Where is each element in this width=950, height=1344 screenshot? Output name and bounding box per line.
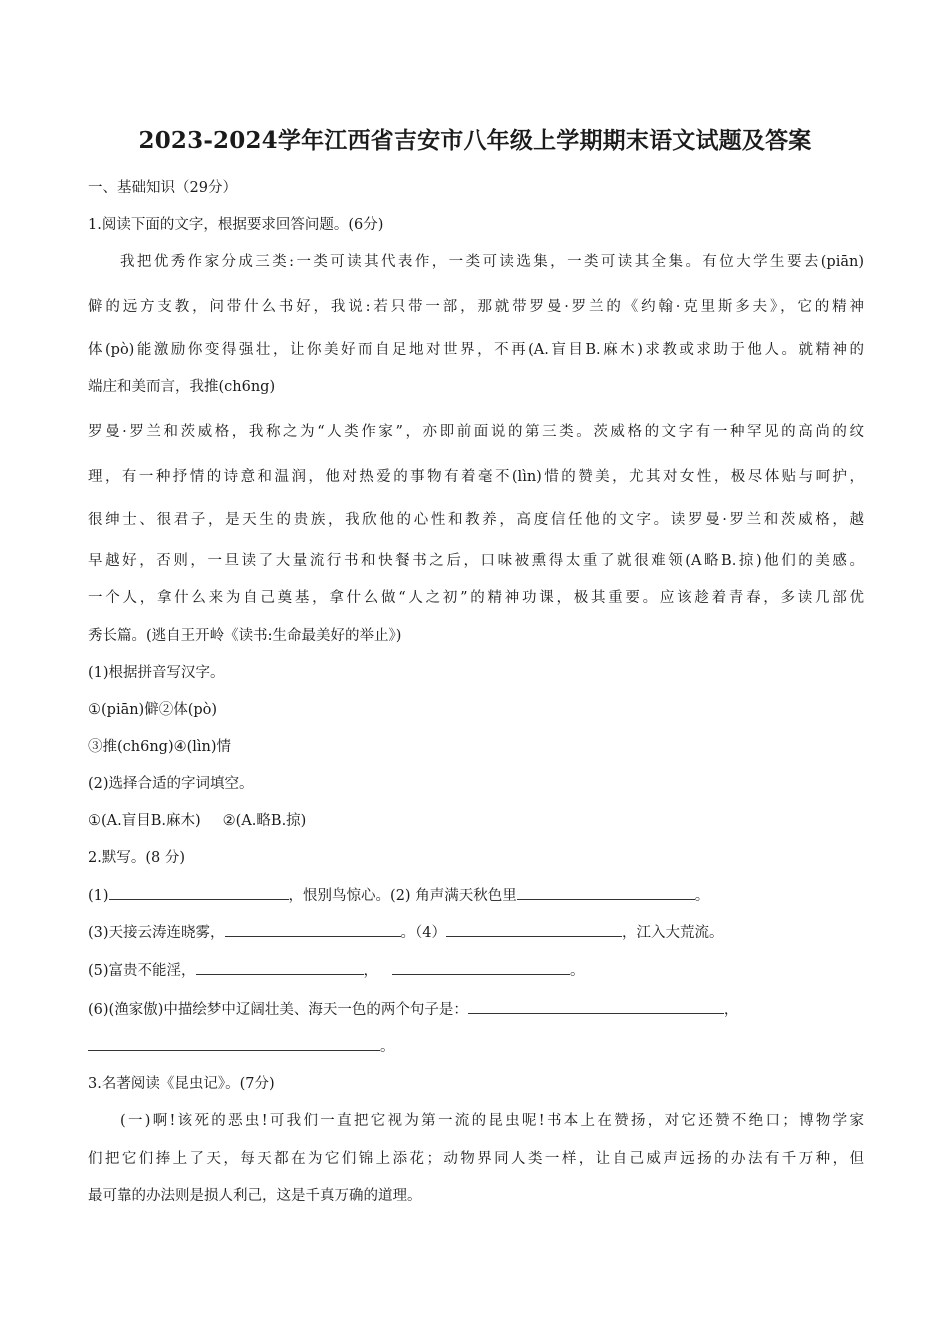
dictation-line (88, 1035, 864, 1056)
dictation-text: 。 (570, 963, 585, 979)
section-heading-basics: 一、基础知识（29分） (88, 180, 237, 196)
question-2-header: 2.默写。(8 分) (88, 850, 185, 866)
passage-source: 秀长篇。(逃自王开岭《读书:生命最美好的举止》) (88, 628, 402, 644)
dictation-text: (6)(渔家傲)中描绘梦中辽阔壮美、海天一色的两个句子是： (88, 1002, 468, 1018)
passage-line: 我把优秀作家分成三类:一类可读其代表作，一类可读选集，一类可读其全集。有位大学生要去(piān) (120, 254, 864, 270)
passage-line: 最可靠的办法则是损人利己，这是千真万确的道理。 (88, 1188, 422, 1204)
passage-line: 端庄和美而言，我推(ch6ng) (88, 379, 276, 395)
dictation-text: ，江入大荒流。 (622, 925, 724, 941)
answer-blank[interactable] (225, 922, 401, 937)
answer-blank[interactable] (517, 885, 695, 900)
dictation-text: (5)富贵不能淫， (88, 963, 196, 979)
dictation-text: 。 (694, 888, 710, 904)
sub-question-2-items (88, 809, 864, 830)
dictation-label: (1) (88, 888, 109, 904)
answer-blank[interactable] (392, 960, 570, 975)
dictation-text: ， (723, 1002, 739, 1018)
dictation-text: ， (363, 963, 379, 979)
document-title: 2023-2024学年江西省吉安市八年级上学期期末语文试题及答案 (138, 127, 812, 154)
question-3-header: 3.名著阅读《昆虫记》。(7分) (88, 1076, 275, 1092)
choice-item: ②(A.略B.掠) (222, 813, 307, 829)
sub-question-1: (1)根据拼音写汉字。 (88, 665, 225, 681)
answer-blank[interactable] (468, 999, 724, 1014)
choice-item: ①(A.盲目B.麻木) (88, 813, 201, 829)
dictation-text: ，恨别鸟惊心。(2) 角声满天秋色里 (288, 888, 517, 904)
sub-question-2: (2)选择合适的字词填空。 (88, 776, 254, 792)
dictation-line (88, 959, 864, 980)
dictation-text: (3)天接云涛连晓雾， (88, 925, 225, 941)
dictation-line (88, 998, 864, 1019)
answer-blank[interactable] (196, 960, 364, 975)
dictation-text: 。 (380, 1039, 395, 1055)
dictation-line (88, 884, 864, 905)
sub-question-1-items-a: ①(piān)僻②体(pò) (88, 702, 218, 718)
sub-question-1-items-b: ③推(ch6ng)④(lìn)情 (88, 739, 232, 755)
passage-line: (一)啊!该死的恶虫!可我们一直把它视为第一流的昆虫呢!书本上在赞扬，对它还赞不绝口；博物学家 (120, 1113, 864, 1129)
answer-blank[interactable] (446, 922, 622, 937)
answer-blank[interactable] (109, 885, 289, 900)
passage-line: 僻的远方支教，问带什么书好，我说:若只带一部，那就带罗曼·罗兰的《约翰·克里斯多夫》，它的精神 (88, 299, 864, 315)
dictation-text: 。（4） (400, 925, 447, 941)
answer-blank[interactable] (88, 1036, 380, 1051)
question-1-header: 1.阅读下面的文字，根据要求回答问题。(6分) (88, 217, 384, 233)
passage-line: 一个人，拿什么来为自己奠基，拿什么做“人之初”的精神功课，极其重要。应该趁着青春，多读几部优 (88, 590, 864, 606)
passage-line: 早越好，否则，一旦读了大量流行书和快餐书之后，口味被熏得太重了就很难领(A略B.掠)他们的美感。 (88, 553, 864, 569)
passage-line: 理，有一种抒情的诗意和温润，他对热爱的事物有着毫不(lìn)惜的赞美，尤其对女性，极尽体贴与呵护， (88, 469, 864, 485)
dictation-line (88, 921, 864, 942)
passage-line: 们把它们捧上了天，每天都在为它们锦上添花；动物界同人类一样，让自己威声远扬的办法有千万种，但 (88, 1151, 864, 1167)
passage-line: 很绅士、很君子，是天生的贵族，我欣他的心性和教养，高度信任他的文字。读罗曼·罗兰和茨威格，越 (88, 512, 864, 528)
passage-line: 体(pò)能激励你变得强壮，让你美好而自足地对世界，不再(A.盲目B.麻木)求教或求助于他人。就精神的 (88, 342, 864, 358)
passage-line: 罗曼·罗兰和茨威格，我称之为“人类作家”，亦即前面说的第三类。茨威格的文字有一种罕见的高尚的纹 (88, 424, 864, 440)
